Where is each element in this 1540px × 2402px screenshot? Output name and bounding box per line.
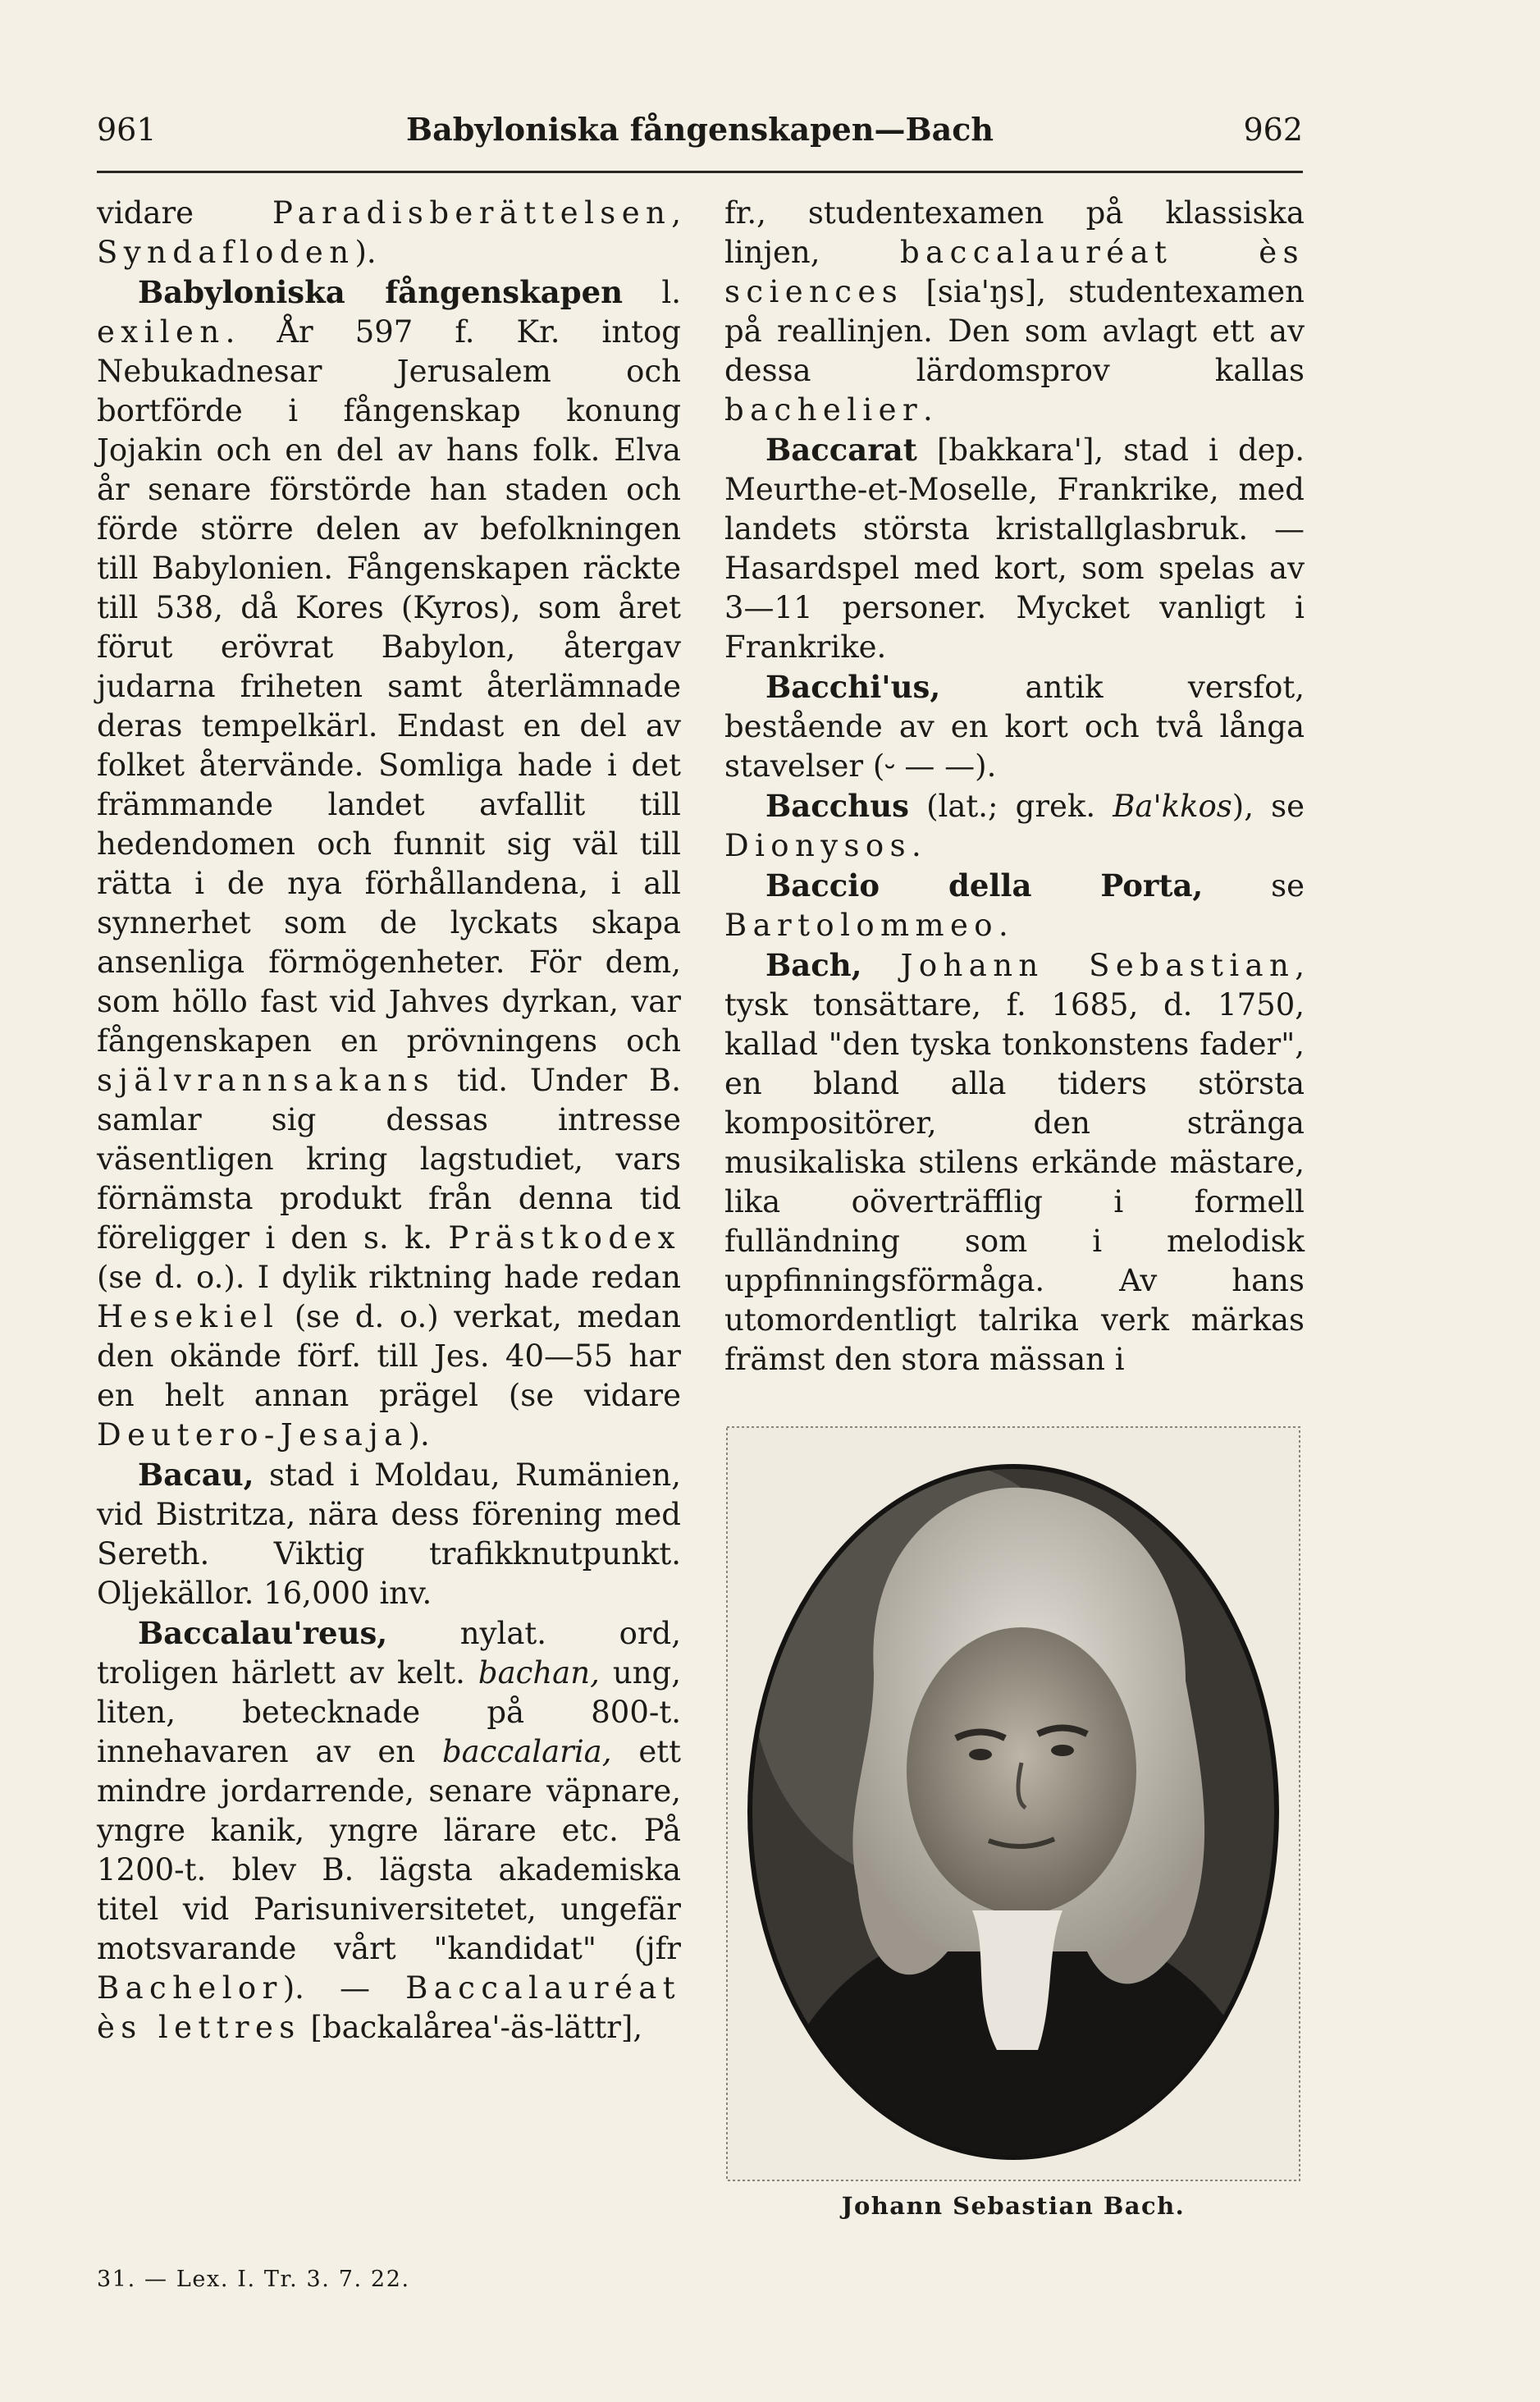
entry-continuation — [97, 194, 681, 272]
entry-headword: Bacchi'us, — [765, 669, 941, 705]
text-run: ung, liten, betecknade på 800-t. innehavaren av en — [97, 1655, 681, 1769]
entry-headword: Baccio della Porta, — [765, 867, 1204, 904]
printer-signature: 31. — Lex. I. Tr. 3. 7. 22. — [97, 2267, 410, 2292]
entry-headword: Bacchus — [765, 788, 909, 824]
entry-headword: Bacau, — [138, 1457, 254, 1493]
text-run: (se d. o.). I dylik riktning hade redan — [97, 1260, 681, 1295]
italic-term: bachan, — [478, 1655, 600, 1691]
italic-term: Ba'kkos — [1113, 789, 1232, 824]
cross-reference: Syndafloden — [97, 235, 355, 270]
text-run: . — [911, 828, 921, 863]
text-run: . År 597 f. Kr. intog Nebukadnesar Jerusalem och bortförde i fångenskap konung Jojakin och en del av hans folk. Elva år senare förstörde han staden och förde större delen av befolkningen till Babylonien. Fångenskapen räckte till 538, då Kores (Kyros), som året förut erövrat Babylon, återgav judarna friheten samt återlämnade deras tempelkärl. Endast en del av folket återvände. Somliga hade i det främmande landet avfallit till hedendomen och funnit sig väl till rätta i de nya förhållandena, i all synnerhet som de lyckats skapa ansenliga förmögenheter. För dem, som höllo fast vid Jahves dyrkan, var fångenskapen en prövningens och — [97, 314, 681, 1059]
spaced-term: baccalauréat ès sciences — [724, 235, 1305, 309]
entry-headword: Bach, — [765, 947, 862, 983]
cross-reference: Bartolommeo — [724, 908, 998, 943]
text-run: [bakkara'], stad i dep. Meurthe-et-Moselle, Frankrike, med landets största kristallglasbruk. — Hasardspel med kort, som spelas av 3—11 personer. Mycket vanligt i Frankrike. — [724, 432, 1305, 665]
spaced-term: Johann Sebastian — [900, 948, 1296, 983]
text-run — [862, 948, 901, 983]
text-run: (lat.; grek. — [908, 789, 1113, 824]
running-title: Babyloniska fångenskapen—Bach — [405, 111, 994, 148]
header-rule — [97, 171, 1303, 173]
text-run: fr., studentexamen på klassiska linjen, — [724, 195, 1305, 270]
text-run: [backalårea'-äs-lättr], — [300, 2010, 643, 2045]
text-run: ). — [354, 235, 377, 270]
entry-headword: Baccarat — [765, 432, 917, 468]
entry-baccalaureus — [97, 1613, 681, 2047]
text-run: nylat. ord, troligen härlett av kelt. — [97, 1616, 681, 1691]
text-run: ett mindre jordarrende, senare väpnare, yngre kanik, yngre lärare etc. På 1200-t. blev B. lägsta akademiska titel vid Parisuniversitetet, ungefär motsvarande vårt "kandidat" (jfr — [97, 1734, 682, 1966]
entry-continuation — [724, 194, 1305, 430]
text-run: , — [671, 195, 681, 231]
text-run: vidare — [97, 195, 272, 231]
cross-reference: Hesekiel — [97, 1299, 280, 1334]
entry-bach — [724, 945, 1305, 1379]
text-run: ). — [408, 1417, 430, 1453]
page-number-right: 962 — [1243, 112, 1303, 148]
cross-reference: Deutero-Jesaja — [97, 1417, 409, 1453]
text-run: ), se — [1232, 789, 1305, 824]
entry-baccio-della-porta — [724, 866, 1305, 945]
text-run: . — [998, 908, 1008, 943]
entry-bacchius — [724, 667, 1305, 786]
cross-reference: Dionysos — [724, 828, 912, 863]
spaced-term: självrannsakans — [97, 1063, 436, 1098]
text-run: l. — [623, 275, 681, 310]
bach-portrait-image — [726, 1426, 1300, 2181]
text-run: se — [1203, 868, 1305, 904]
entry-bacau — [97, 1455, 681, 1613]
text-run: tid. Under B. samlar sig dessas intresse väsentligen kring lagstudiet, vars förnämsta produkt från denna tid föreligger i den s. k. — [97, 1063, 681, 1256]
cross-reference: Paradisberättelsen — [272, 195, 672, 231]
spaced-term: exilen — [97, 314, 226, 350]
page-header — [97, 108, 1303, 156]
text-run: , tysk tonsättare, f. 1685, d. 1750, kallad "den tyska tonkonstens fader", en bland alla tiders största kompositörer, den stränga musikaliska stilens erkände mästare, lika oöverträfflig i formell fulländning som i melodisk uppfinningsförmåga. Av hans utomordentligt talrika verk märkas främst den stora mässan i — [724, 948, 1305, 1377]
spaced-term: Baccalauréat ès lettres — [97, 1970, 681, 2045]
text-run: stad i Moldau, Rumänien, vid Bistritza, nära dess förening med Sereth. Viktig trafikknutpunkt. Oljekällor. 16,000 inv. — [97, 1457, 681, 1611]
spaced-term: bachelier — [724, 392, 924, 428]
cross-reference: Prästkodex — [448, 1220, 681, 1256]
entry-bacchus — [724, 786, 1305, 866]
entry-baccarat — [724, 430, 1305, 667]
entry-babyloniska-fangenskapen — [97, 272, 681, 1455]
entry-headword: Baccalau'reus, — [138, 1615, 388, 1651]
cross-reference: Bachelor — [97, 1970, 283, 2006]
left-column — [97, 194, 681, 2047]
right-column — [724, 194, 1305, 1379]
page-number-left: 961 — [97, 112, 157, 148]
text-run: ). — — [282, 1970, 406, 2006]
italic-term: baccalaria, — [442, 1734, 612, 1769]
text-run: (se d. o.) verkat, medan den okände förf. till Jes. 40—55 har en helt annan prägel (se vidare — [97, 1299, 681, 1413]
text-run: [sia'ŋs], studentexamen på reallinjen. Den som avlagt ett av dessa lärdomsprov kallas — [724, 274, 1305, 388]
portrait-caption: Johann Sebastian Bach. — [841, 2192, 1186, 2220]
entry-headword: Babyloniska fångenskapen — [138, 274, 624, 310]
text-run: antik versfot, bestående av en kort och två långa stavelser (⏑ — —). — [724, 670, 1305, 784]
text-run: . — [923, 392, 933, 428]
